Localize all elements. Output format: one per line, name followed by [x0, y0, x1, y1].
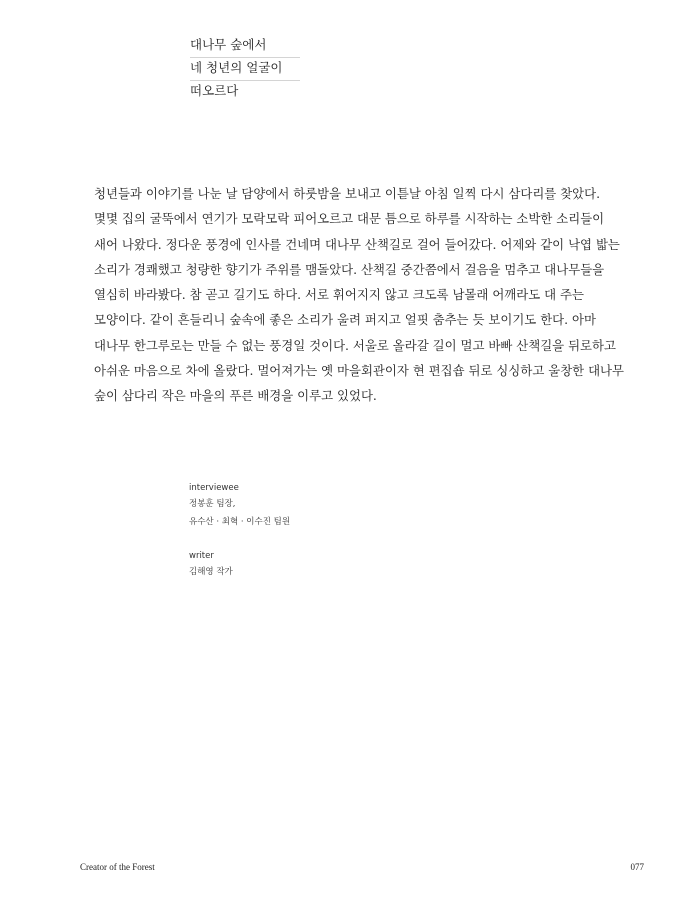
body-line: 대나무 한그루로는 만들 수 없는 풍경일 것이다. 서울로 올라갈 길이 멀고 바빠 산책길을 뒤로하고: [94, 337, 616, 353]
interviewee-label: interviewee: [189, 483, 239, 493]
body-line: 열심히 바라봤다. 참 곧고 길기도 하다. 서로 휘어지지 않고 크도록 남몰래 어깨라도 대 주는: [94, 287, 584, 303]
writer-name: 김해영 작가: [189, 567, 233, 577]
interviewee-line-2: 유수산 · 최혁 · 이수진 팀원: [189, 517, 291, 527]
body-line: 몇몇 집의 굴뚝에서 연기가 모락모락 피어오르고 대문 틈으로 하루를 시작하는 소박한 소리들이: [94, 211, 605, 227]
interviewee-line-1: 정봉훈 팀장,: [189, 499, 236, 509]
article-title: [190, 36, 300, 104]
body-paragraph: [94, 181, 649, 409]
body-line: 아쉬운 마음으로 차에 올랐다. 멀어져가는 옛 마을회관이자 현 편집숍 뒤로 싱싱하고 울창한 대나무: [94, 363, 624, 379]
body-line: 새어 나왔다. 정다운 풍경에 인사를 건네며 대나무 산책길로 걸어 들어갔다. 어제와 같이 낙엽 밟는: [94, 236, 620, 252]
title-line-2: 네 청년의 얼굴이: [190, 59, 300, 81]
body-line: 모양이다. 같이 흔들리니 숲속에 좋은 소리가 울려 퍼지고 얼핏 춤추는 듯 보이기도 한다. 아마: [94, 312, 596, 328]
body-line: 숲이 삼다리 작은 마을의 푸른 배경을 이루고 있었다.: [94, 388, 377, 404]
writer-label: writer: [189, 551, 214, 561]
title-line-3: 떠오르다: [190, 83, 239, 98]
body-line: 청년들과 이야기를 나눈 날 담양에서 하룻밤을 보내고 이튿날 아침 일찍 다시 삼다리를 찾았다.: [94, 186, 601, 201]
page-number: 077: [630, 862, 644, 872]
credits-spacer: [189, 531, 429, 549]
body-line: 소리가 경쾌했고 청량한 향기가 주위를 맴돌았다. 산책길 중간쯤에서 걸음을 멈추고 대나무들을: [94, 261, 605, 277]
footer-section-title: Creator of the Forest: [80, 862, 155, 872]
title-line-1: 대나무 숲에서: [190, 36, 300, 58]
credits-block: [189, 481, 429, 581]
